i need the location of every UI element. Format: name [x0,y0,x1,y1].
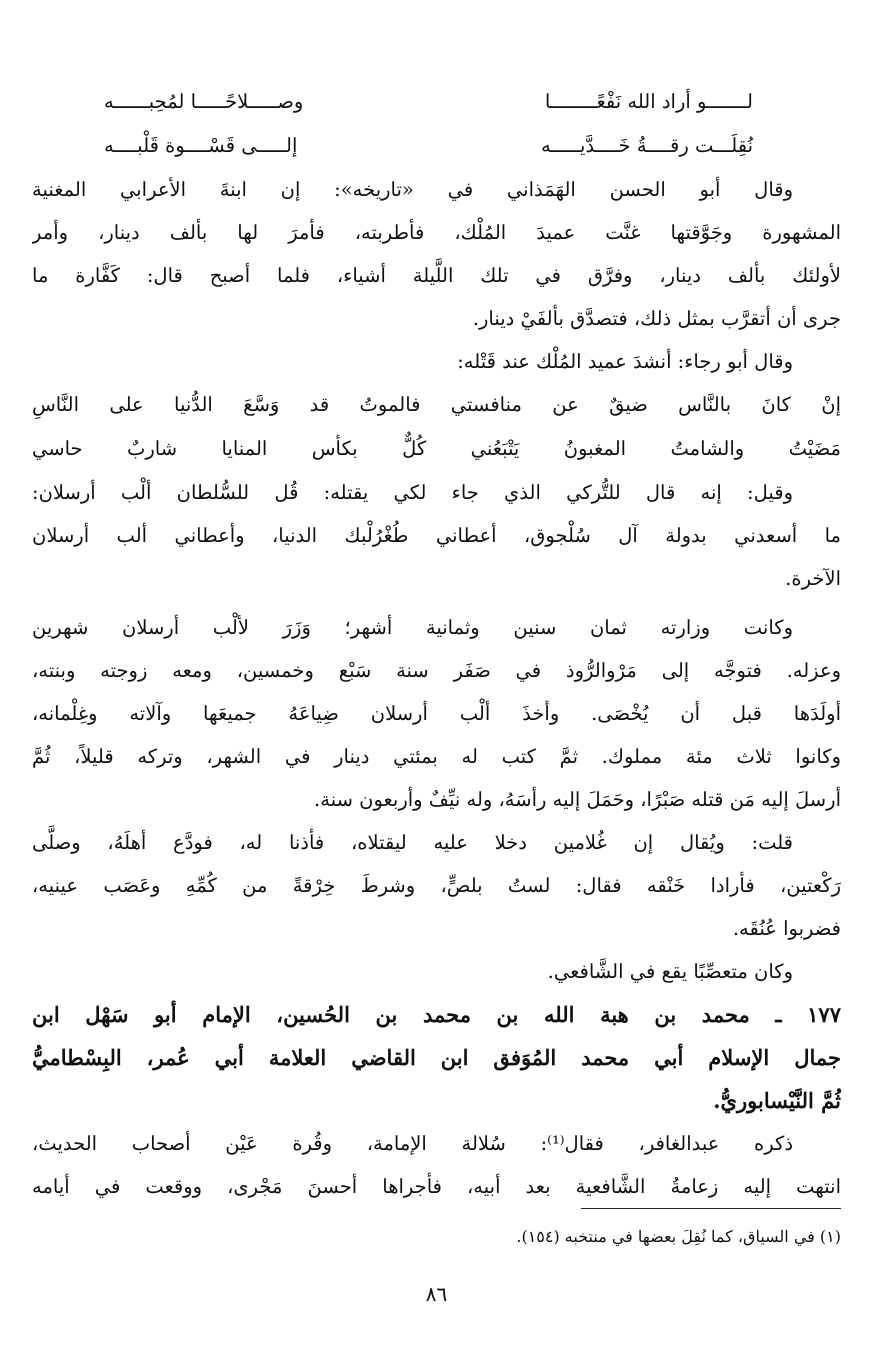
text-line: وكانوا ثلاث مئة مملوك. ثمَّ كتب له بمئتي دينار في الشهر، وتركه قليلاً، ثُمَّ [32,745,841,768]
verse-hemistich-right: نُقِلَـــت رقــــةُ خَــــدَّيـــــه [540,134,753,157]
text-line: وقال أبو الحسن الهَمَذاني في «تاريخه»: إن ابنةَ الأعرابي المغنية [32,178,793,201]
entry-heading-line: جمال الإسلام أبي محمد المُوَفق ابن القاضي العلامة أبي عُمر، البِسْطاميُّ [32,1045,841,1070]
text-line: وكانت وزارته ثمان سنين وثمانية أشهر؛ وَزَرَ لألْب أرسلان شهرين [32,616,793,639]
text-line: أولَدَها قبل أن يُخْصَى. وأخذَ ألْب أرسلان ضِياعَهُ جميعَها وآلاته وغِلْمانه، [32,702,841,725]
text-line: فضربوا عُنُقَه. [732,917,841,940]
verse-hemistich-left: إلـــــى قَسْــــوة قَلْبــــه [104,134,298,157]
text-line: ما أسعدني بدولة آل سُلْجوق، أعطاني طُغْرُلْبك الدنيا، وأعطاني ألب أرسلان [32,524,841,547]
text-line: وعزله. فتوجَّه إلى مَرْوالرُّوذ في صَفَر سنة سَبْع وخمسين، ومعه زوجته وبنته، [32,659,841,682]
text-line: وكان متعصِّبًا يقع في الشَّافعي. [547,960,793,983]
text-line: وقيل: إنه قال للتُّركي الذي جاء لكي يقتله: قُل للسُّلطان ألْب أرسلان: [32,481,793,504]
text-line: جرى أن أتقرَّب بمثل ذلك، فتصدَّق بألفَيْ دينار. [472,307,841,330]
footnote: (١) في السياق، كما نُقِلَ بعضها في منتخبه (١٥٤). [516,1227,841,1246]
entry-heading-line: ثُمَّ النَّيْسابوريُّ. [713,1088,841,1113]
poem-line: مَضَيْتُ والشامتُ المغبونُ يَتْبَعُني كُلٌّ بكأس المنايا شاربٌ حاسي [32,437,841,460]
text-line: لأولئك بألف دينار، وفرَّق في تلك اللَّيلة أشياء، فلما أصبح قال: كَفَّارة ما [32,264,841,287]
footnote-divider [581,1208,841,1209]
text-line: المشهورة وجَوَّقتها غنَّت عميدَ المُلْك، فأطربته، فأمرَ لها بألف دينار، وأمر [32,221,841,244]
main-text [32,80,841,1208]
poem-line: إنْ كانَ بالنَّاس ضيقٌ عن منافستي فالموتُ قد وَسَّعَ الدُّنيا على النَّاسِ [32,393,841,416]
verse-hemistich-right: لـــــــو أراد الله نَفْعًــــــــا [544,90,753,113]
page-number: ٨٦ [425,1282,448,1306]
text-line: أرسلَ إليه مَن قتله صَبْرًا، وحَمَلَ إليه رأسَهُ، وله نيِّفٌ وأربعون سنة. [314,788,841,811]
text-line: الآخرة. [785,567,841,590]
text-line: ذكره عبدالغافر، فقال⁽¹⁾: سُلالة الإمامة، وقُرة عَيْن أصحاب الحديث، [32,1132,793,1155]
text-line: قلت: ويُقال إن غُلامين دخلا عليه ليقتلاه، فأذنا له، فودَّع أهلَهُ، وصلَّى [32,831,793,854]
text-line: انتهت إليه زعامةُ الشَّافعية بعد أبيه، فأجراها أحسنَ مَجْرى، ووقعت في أيامه [32,1175,841,1198]
text-line: وقال أبو رجاء: أنشدَ عميد المُلْك عند قَتْله: [457,350,793,373]
verse-hemistich-left: وصـــــلاحًـــــا لمُحِبــــــه [104,90,304,113]
verse-line [32,124,841,168]
verse-line [32,80,841,124]
entry-heading-line: ١٧٧ ـ محمد بن هبة الله بن محمد بن الحُسين، الإمام أبو سَهْل ابن [32,1002,841,1027]
text-line: رَكْعتين، فأرادا خَنْقه فقال: لستُ بلصٍّ، وشرطَ خِرْقةً من كُمِّهِ وعَصَب عينيه، [32,874,841,897]
